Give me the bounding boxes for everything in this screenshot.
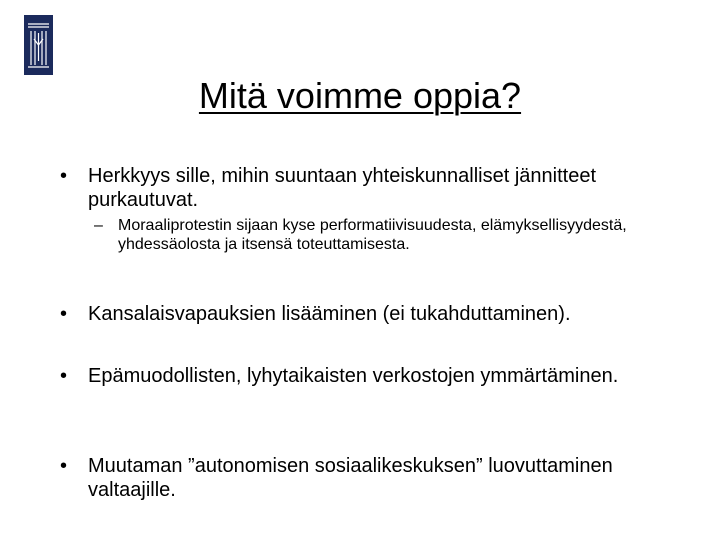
bullet-item [60,364,680,388]
bullet-marker: • [60,455,68,477]
bullet-text: Kansalaisvapauksien lisääminen (ei tukahduttaminen). [88,303,571,325]
slide-title: Mitä voimme oppia? [198,75,522,116]
bullet-text: Herkkyys sille, mihin suuntaan yhteiskunnalliset jännitteet purkautuvat. [88,165,597,211]
bullet-text: Muutaman ”autonomisen sosiaalikeskuksen” luovuttaminen valtaajille. [88,455,613,501]
sub-bullet-marker: – [94,217,103,234]
sub-bullet-item [94,216,694,254]
bullet-marker: • [60,165,68,187]
bullet-item [60,164,680,212]
bullet-item [60,302,680,326]
bullet-marker: • [60,303,68,325]
sub-bullet-text: Moraaliprotestin sijaan kyse performatiivisuudesta, elämyksellisyydestä, yhdessäolosta ja itsensä toteuttamisesta. [118,217,627,253]
bullet-item [60,454,680,502]
bullet-marker: • [60,365,68,387]
bullet-text: Epämuodollisten, lyhytaikaisten verkostojen ymmärtäminen. [88,365,619,387]
